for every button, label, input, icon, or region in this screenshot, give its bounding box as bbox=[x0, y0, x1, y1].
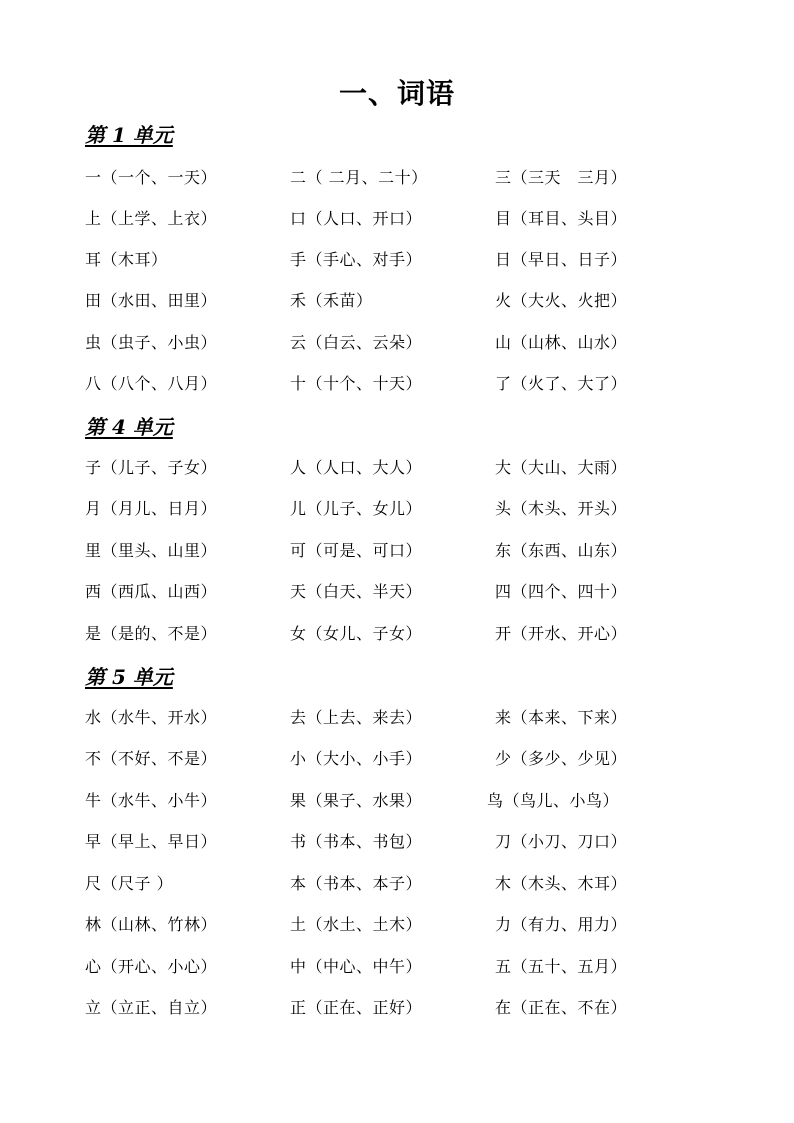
word-row bbox=[0, 370, 794, 398]
word-entry: 田（水田、田里） bbox=[85, 291, 218, 310]
word-row bbox=[0, 953, 794, 981]
word-entry: 手（手心、对手） bbox=[290, 250, 423, 269]
word-entry: 二（ 二月、二十） bbox=[290, 168, 428, 187]
word-entry: 四（四个、四十） bbox=[495, 582, 628, 601]
word-entry: 儿（儿子、女儿） bbox=[290, 499, 423, 518]
word-entry: 可（可是、可口） bbox=[290, 541, 423, 560]
word-entry: 东（东西、山东） bbox=[495, 541, 628, 560]
word-row bbox=[0, 537, 794, 565]
word-entry: 天（白天、半天） bbox=[290, 582, 423, 601]
word-entry: 口（人口、开口） bbox=[290, 209, 423, 228]
word-row bbox=[0, 911, 794, 939]
word-entry: 刀（小刀、刀口） bbox=[495, 832, 628, 851]
word-row bbox=[0, 828, 794, 856]
word-row bbox=[0, 495, 794, 523]
word-entry: 头（木头、开头） bbox=[495, 499, 628, 518]
unit-heading: 第 5 单元 bbox=[85, 665, 173, 689]
word-entry: 书（书本、书包） bbox=[290, 832, 423, 851]
word-row bbox=[0, 246, 794, 274]
word-entry: 云（白云、云朵） bbox=[290, 333, 423, 352]
word-entry: 大（大山、大雨） bbox=[495, 458, 628, 477]
word-row bbox=[0, 287, 794, 315]
word-entry: 在（正在、不在） bbox=[495, 998, 628, 1017]
word-entry: 上（上学、上衣） bbox=[85, 209, 218, 228]
word-row bbox=[0, 704, 794, 732]
word-entry: 早（早上、早日） bbox=[85, 832, 218, 851]
word-entry: 不（不好、不是） bbox=[85, 749, 218, 768]
word-entry: 力（有力、用力） bbox=[495, 915, 628, 934]
word-entry: 本（书本、本子） bbox=[290, 874, 423, 893]
word-entry: 人（人口、大人） bbox=[290, 458, 423, 477]
word-entry: 少（多少、少见） bbox=[495, 749, 628, 768]
unit-heading: 第 4 单元 bbox=[85, 415, 173, 439]
word-row bbox=[0, 329, 794, 357]
word-entry: 西（西瓜、山西） bbox=[85, 582, 218, 601]
word-entry: 是（是的、不是） bbox=[85, 624, 218, 643]
word-entry: 虫（虫子、小虫） bbox=[85, 333, 218, 352]
word-row bbox=[0, 454, 794, 482]
word-entry: 果（果子、水果） bbox=[290, 791, 423, 810]
word-entry: 正（正在、正好） bbox=[290, 998, 423, 1017]
word-entry: 日（早日、日子） bbox=[495, 250, 628, 269]
word-entry: 水（水牛、开水） bbox=[85, 708, 218, 727]
word-entry: 三（三天 三月） bbox=[495, 168, 628, 187]
word-entry: 禾（禾苗） bbox=[290, 291, 373, 310]
word-row bbox=[0, 994, 794, 1022]
word-entry: 木（木头、木耳） bbox=[495, 874, 628, 893]
word-entry: 五（五十、五月） bbox=[495, 957, 628, 976]
word-entry: 心（开心、小心） bbox=[85, 957, 218, 976]
word-row bbox=[0, 620, 794, 648]
word-entry: 立（立正、自立） bbox=[85, 998, 218, 1017]
word-entry: 开（开水、开心） bbox=[495, 624, 628, 643]
word-entry: 了（火了、大了） bbox=[495, 374, 628, 393]
word-entry: 耳（木耳） bbox=[85, 250, 168, 269]
word-row bbox=[0, 870, 794, 898]
unit-heading: 第 1 单元 bbox=[85, 123, 173, 147]
word-entry: 火（大火、火把） bbox=[495, 291, 628, 310]
word-entry: 中（中心、中午） bbox=[290, 957, 423, 976]
word-entry: 子（儿子、子女） bbox=[85, 458, 218, 477]
word-entry: 女（女儿、子女） bbox=[290, 624, 423, 643]
word-entry: 八（八个、八月） bbox=[85, 374, 218, 393]
word-entry: 月（月儿、日月） bbox=[85, 499, 218, 518]
word-entry: 里（里头、山里） bbox=[85, 541, 218, 560]
word-row bbox=[0, 578, 794, 606]
word-entry: 牛（水牛、小牛） bbox=[85, 791, 218, 810]
word-entry: 尺（尺子 ） bbox=[85, 874, 174, 893]
word-entry: 十（十个、十天） bbox=[290, 374, 423, 393]
word-entry: 土（水土、土木） bbox=[290, 915, 423, 934]
word-row bbox=[0, 745, 794, 773]
word-entry: 一（一个、一天） bbox=[85, 168, 218, 187]
word-entry: 小（大小、小手） bbox=[290, 749, 423, 768]
page-title: 一、词语 bbox=[338, 77, 455, 110]
word-entry: 山（山林、山水） bbox=[495, 333, 628, 352]
word-entry: 目（耳目、头目） bbox=[495, 209, 628, 228]
word-entry: 林（山林、竹林） bbox=[85, 915, 218, 934]
word-entry: 来（本来、下来） bbox=[495, 708, 628, 727]
word-row bbox=[0, 787, 794, 815]
word-entry: 鸟（鸟儿、小鸟） bbox=[487, 791, 620, 810]
word-entry: 去（上去、来去） bbox=[290, 708, 423, 727]
word-row bbox=[0, 164, 794, 192]
word-row bbox=[0, 205, 794, 233]
